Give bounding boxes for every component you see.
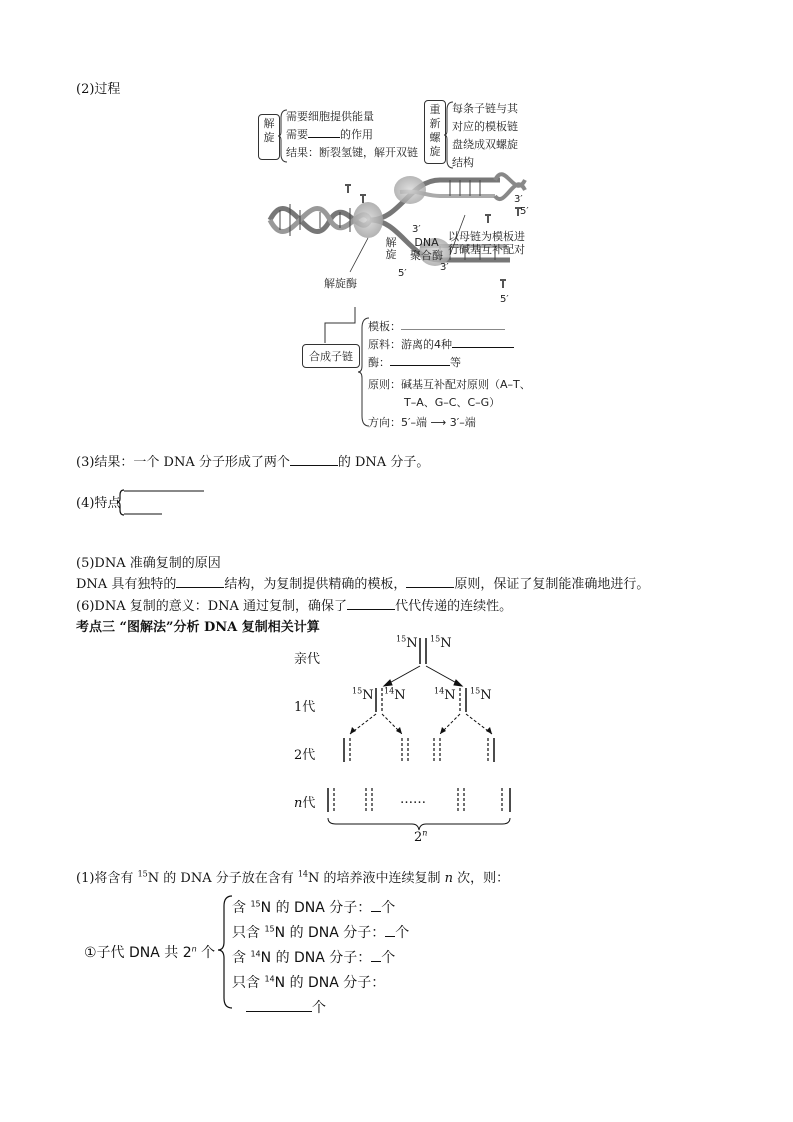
section-3-blank	[290, 452, 338, 466]
end-label-3b: 3′	[412, 224, 421, 235]
branch-2-blank	[385, 922, 395, 937]
gen1-4-N: N	[480, 688, 492, 703]
q1-mass-1: 15	[137, 869, 148, 879]
synthesis-enzyme-blank	[390, 354, 450, 366]
row-label-gen2: 2代	[294, 748, 316, 763]
row-label-parent: 亲代	[294, 652, 321, 667]
gen-n-total	[414, 830, 427, 845]
generation-diagram	[280, 632, 540, 852]
unwind-label: 解旋	[263, 117, 275, 144]
key-point-3-title: 考点三 “图解法”分析 DNA 复制相关计算	[76, 620, 320, 635]
end-label-5c: 5′	[500, 294, 509, 305]
gen-n-total-base: 2	[414, 830, 423, 845]
branch-3-post: N 的 DNA 分子：	[260, 950, 372, 966]
replication-figure	[250, 100, 550, 440]
sub-1-brace	[214, 894, 234, 1010]
helicase-label: 解旋酶	[324, 277, 357, 290]
gen-n-total-exp: n	[422, 828, 428, 838]
section-6-post: 代代传递的连续性。	[395, 599, 513, 614]
synthesis-material-blank	[452, 336, 514, 348]
synthesis-enzyme	[368, 354, 531, 372]
section-3-post: 的 DNA 分子。	[337, 455, 430, 470]
branch-4-post: N 的 DNA 分子：	[274, 975, 386, 991]
helicase-blob	[353, 202, 383, 238]
section-3-pre: (3)结果：一个 DNA 分子形成了两个	[76, 455, 290, 470]
section-5-heading: (5)DNA 准确复制的原因	[76, 556, 221, 571]
parent-label-left	[396, 636, 418, 651]
gen1-label-3	[434, 688, 456, 703]
synthesis-principle-2: T–A、G–C、C–G）	[404, 396, 501, 409]
section-5-post: 原则，保证了复制能准确地进行。	[454, 577, 650, 592]
unwind-label-box	[258, 114, 280, 160]
dna-polymerase-line-1: DNA	[414, 236, 439, 249]
sub-1-left-exp: n	[191, 944, 197, 954]
branch-4-unit: 个	[312, 1000, 326, 1016]
gen1-1-N: N	[362, 688, 374, 703]
branch-1-unit: 个	[381, 900, 396, 916]
section-2-heading: (2)过程	[76, 82, 121, 97]
question-1	[76, 867, 509, 886]
parent-right-N: N	[440, 636, 452, 651]
section-5-line	[76, 573, 649, 592]
row-label-genn-suffix: 代	[302, 796, 316, 811]
synthesis-material	[368, 336, 531, 354]
branch-4-pre: 只含	[232, 975, 265, 991]
synthesis-template	[368, 318, 531, 336]
sub-1-left-post: 个	[196, 945, 216, 961]
synthesis-template-blank	[401, 318, 505, 330]
template-note-line-2: 行碱基互补配对	[448, 243, 525, 256]
section-3-result	[76, 451, 429, 470]
gen1-3-N: N	[444, 688, 456, 703]
parent-left-N: N	[406, 636, 418, 651]
rewind-line-1: 每条子链与其	[452, 102, 518, 115]
branch-contains-14n	[232, 946, 409, 971]
unwind-line-2-pre: 需要	[286, 128, 308, 141]
branch-1-mass: 15	[250, 899, 261, 909]
section-5-blank-2	[406, 574, 454, 588]
sub-1-left-pre: ①子代 DNA 共 2	[84, 945, 192, 961]
section-6-pre: (6)DNA 复制的意义：DNA 通过复制，确保了	[76, 599, 348, 614]
template-note-line-1: 以母链为模板进	[448, 230, 525, 243]
gen1-2-N: N	[394, 688, 406, 703]
section-5-mid: 结构，为复制提供精确的模板，	[224, 577, 407, 592]
branch-3-mass: 14	[250, 949, 261, 959]
gen1-label-2	[384, 688, 406, 703]
branch-4-mass: 14	[264, 974, 275, 984]
unwind-line-2	[286, 126, 418, 144]
parent-right-mass: 15	[430, 634, 441, 644]
branch-only-15n	[232, 921, 409, 946]
sub-1-left	[84, 942, 215, 962]
synthesis-enzyme-suffix: 等	[450, 356, 461, 369]
section-4-brace	[116, 488, 208, 518]
synthesis-label: 合成子链	[309, 350, 353, 363]
branch-4-answer	[232, 996, 409, 1021]
gen1-2-mass: 14	[384, 686, 395, 696]
dna-polymerase-label	[410, 236, 443, 262]
q1-text-3: 次，则：	[453, 871, 510, 886]
rewind-label-box	[424, 100, 446, 164]
synthesis-enzyme-label: 酶：	[368, 356, 390, 369]
unwind-small-text: 解旋	[385, 236, 397, 261]
rewind-label: 重新螺旋	[429, 103, 441, 158]
unwind-blank	[308, 126, 340, 138]
section-5-pre: DNA 具有独特的	[76, 577, 177, 592]
parent-label-right	[430, 636, 452, 651]
gen1-label-4	[470, 688, 492, 703]
dna-polymerase-line-2: 聚合酶	[410, 249, 443, 262]
q1-text-1: N 的 DNA 分子放在含有	[147, 871, 298, 886]
section-4-label: (4)特点	[76, 496, 121, 511]
branch-only-14n	[232, 971, 409, 996]
end-label-3a: 3′	[514, 194, 523, 205]
row-label-genn-n: n	[294, 796, 303, 811]
unwind-small-label	[385, 237, 397, 261]
rewind-line-4: 结构	[452, 156, 474, 169]
branch-2-mass: 15	[264, 924, 275, 934]
branch-3-pre: 含	[232, 950, 251, 966]
branch-2-pre: 只含	[232, 925, 265, 941]
branch-1-pre: 含	[232, 900, 251, 916]
branch-1-post: N 的 DNA 分子：	[260, 900, 372, 916]
synthesis-template-label: 模板：	[368, 320, 401, 333]
end-label-5b: 5′	[398, 268, 407, 279]
gen1-1-mass: 15	[352, 686, 363, 696]
branch-contains-15n	[232, 896, 409, 921]
synthesis-details	[368, 318, 531, 432]
rewind-line-3: 盘绕成双螺旋	[452, 138, 518, 151]
unwind-line-3: 结果：断裂氢键，解开双链	[286, 146, 418, 159]
branch-1-blank	[371, 897, 381, 912]
q1-mass-2: 14	[297, 869, 309, 879]
branch-4-blank	[246, 997, 312, 1012]
parent-left-mass: 15	[396, 634, 407, 644]
branch-3-blank	[371, 947, 381, 962]
generation-tree	[280, 632, 540, 852]
q1-text-2: N 的培养液中连续复制	[308, 871, 445, 886]
end-label-5a: 5′	[520, 206, 529, 217]
branch-2-post: N 的 DNA 分子：	[274, 925, 386, 941]
q1-prefix: (1)将含有	[76, 871, 138, 886]
rewind-line-2: 对应的模板链	[452, 120, 518, 133]
q1-n: n	[444, 871, 454, 886]
branch-3-unit: 个	[381, 950, 396, 966]
end-label-3c: 3′	[440, 262, 449, 273]
synthesis-label-box	[302, 344, 360, 368]
synthesis-principle-1: 原则：碱基互补配对原则（A–T、	[368, 378, 531, 391]
gen-n-ellipsis: ……	[400, 792, 426, 807]
branch-2-unit: 个	[395, 925, 410, 941]
unwind-line-2-post: 的作用	[340, 128, 373, 141]
section-6-line	[76, 595, 512, 614]
synthesis-direction: 方向：5′–端 ⟶ 3′–端	[368, 416, 476, 429]
unwind-details	[286, 108, 418, 162]
sub-1-branches	[232, 896, 409, 1021]
synthesis-material-label: 原料：游离的4种	[368, 338, 452, 351]
section-5-blank-1	[176, 574, 224, 588]
gen1-3-mass: 14	[434, 686, 445, 696]
unwind-line-1: 需要细胞提供能量	[286, 110, 374, 123]
template-note	[448, 230, 525, 256]
row-label-gen1: 1代	[294, 700, 316, 715]
polymerase-blob-top	[394, 176, 426, 204]
gen1-label-1	[352, 688, 374, 703]
section-6-blank	[347, 596, 395, 610]
gen1-4-mass: 15	[470, 686, 481, 696]
